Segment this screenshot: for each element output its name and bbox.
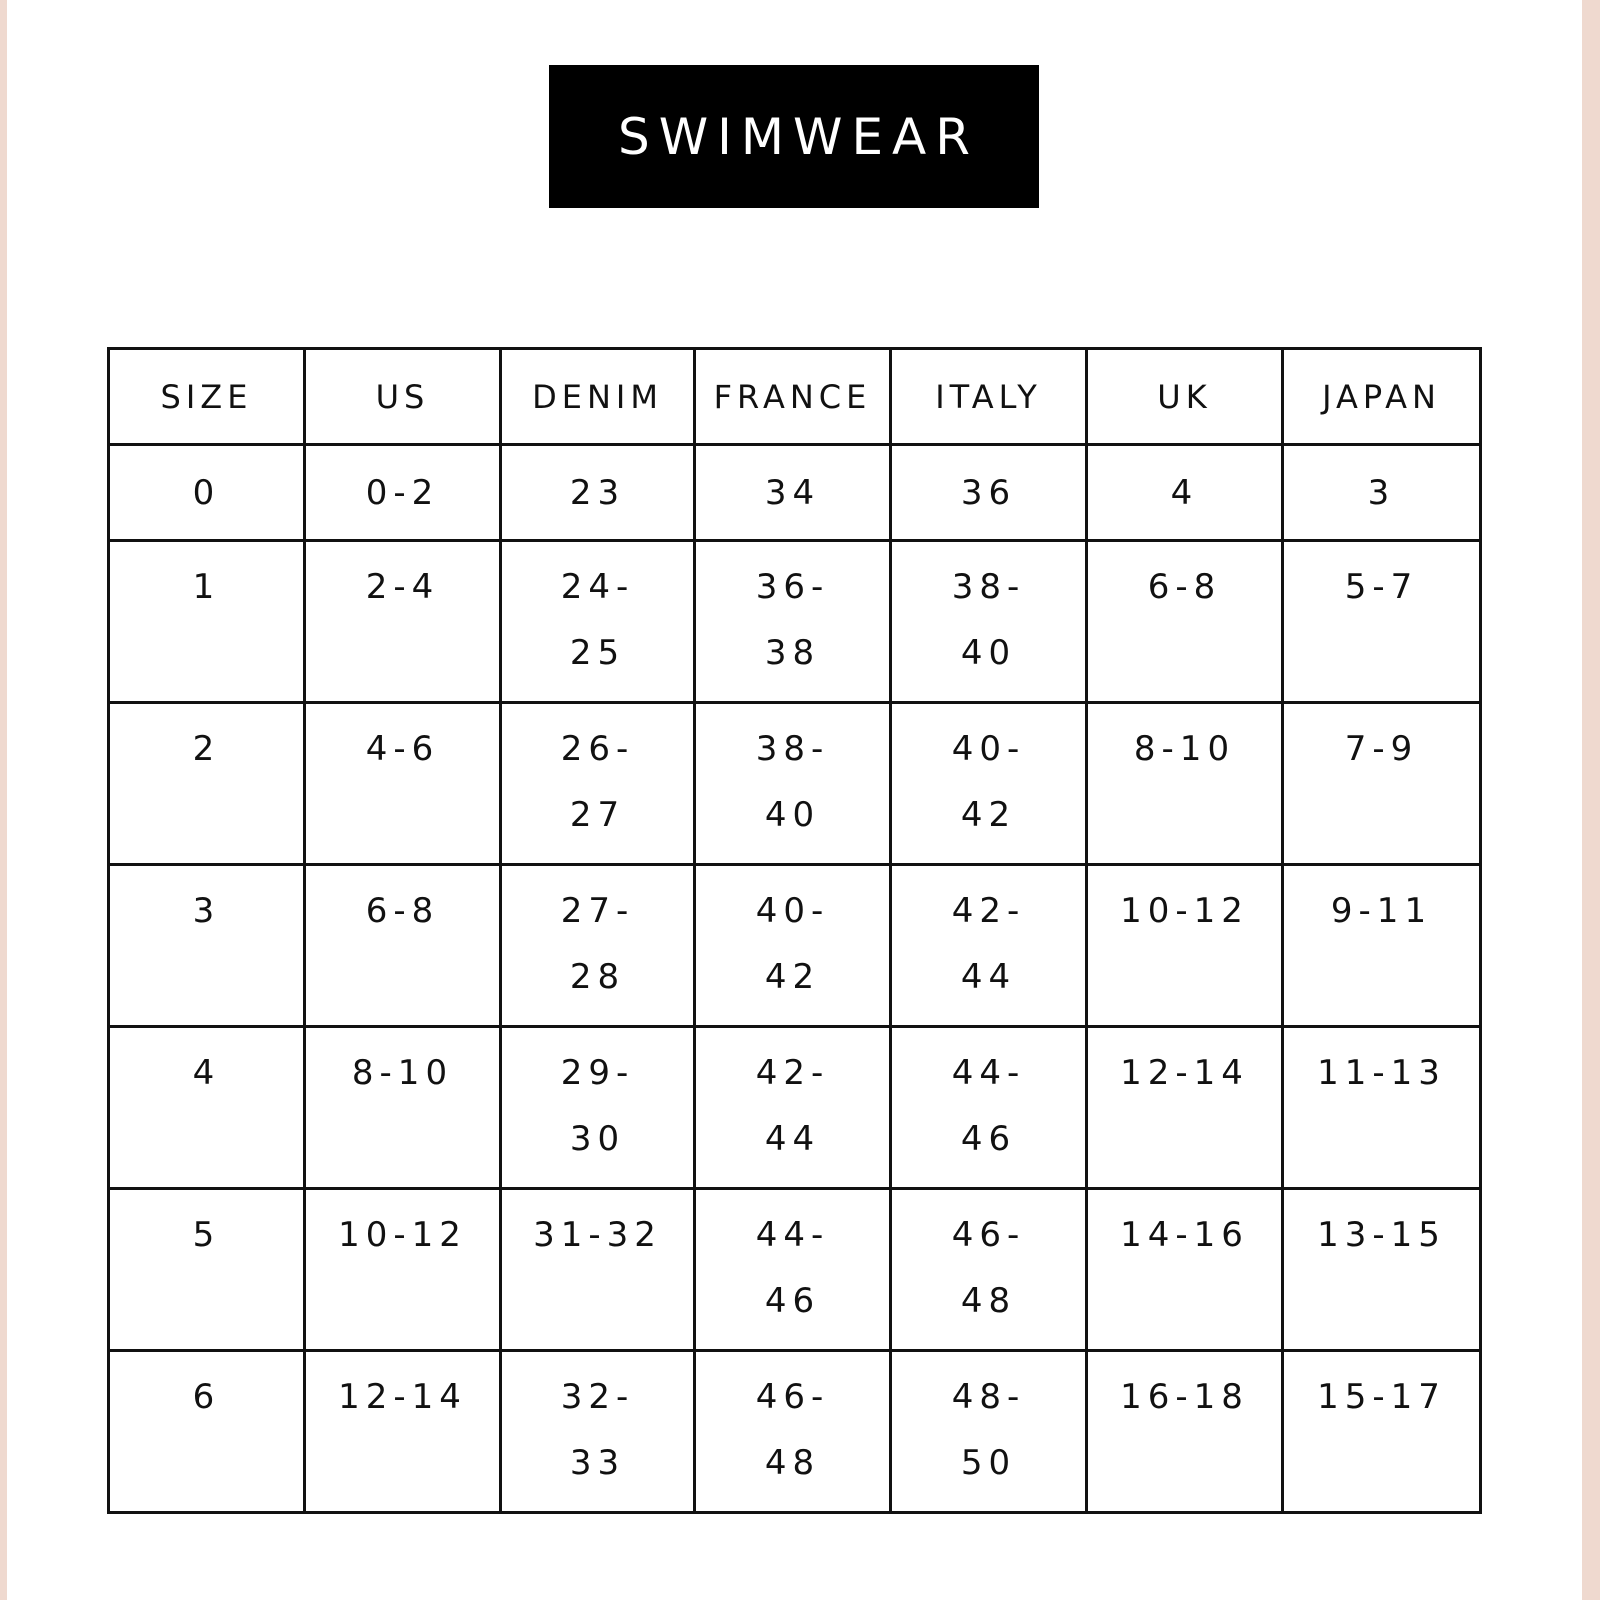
- cell-value-line: 10-12: [338, 1215, 467, 1255]
- cell-value: [306, 473, 499, 513]
- cell-value-line: 14-16: [1120, 1215, 1249, 1255]
- page-title: SWIMWEAR: [617, 107, 980, 166]
- cell-value-line: 40: [764, 795, 821, 835]
- cell-value: [696, 866, 889, 1020]
- cell-value-line: 33: [569, 1443, 626, 1483]
- column-header-us: US: [305, 349, 501, 445]
- table-cell-japan: [1283, 703, 1481, 865]
- cell-value: [1284, 866, 1479, 934]
- table-cell-japan: [1283, 445, 1481, 541]
- cell-value: [696, 542, 889, 696]
- cell-value-line: 6-8: [1147, 567, 1222, 607]
- cell-value-line: 34: [764, 472, 821, 513]
- cell-value: [1284, 1352, 1479, 1420]
- size-chart-body: [109, 445, 1481, 1513]
- cell-value-line: 13-15: [1317, 1215, 1446, 1255]
- cell-value: [1088, 1352, 1281, 1420]
- cell-value-line: 15-17: [1317, 1377, 1446, 1417]
- left-border-strip: [0, 0, 7, 1600]
- cell-value: [696, 473, 889, 513]
- table-cell-japan: [1283, 1027, 1481, 1189]
- cell-value: [306, 704, 499, 772]
- cell-value: [1088, 542, 1281, 610]
- cell-value-line: 4: [192, 1053, 221, 1093]
- cell-value-line: 46-: [951, 1215, 1026, 1255]
- cell-value-line: 8-10: [351, 1053, 454, 1093]
- cell-value-line: 7-9: [1344, 729, 1419, 769]
- cell-value-line: 25: [569, 633, 626, 673]
- cell-value-line: 44: [764, 1119, 821, 1159]
- table-cell-uk: [1087, 1351, 1283, 1513]
- table-cell-denim: [501, 1027, 695, 1189]
- cell-value-line: 38: [764, 633, 821, 673]
- cell-value: [1088, 1190, 1281, 1258]
- cell-value: [502, 542, 693, 696]
- table-cell-uk: [1087, 865, 1283, 1027]
- table-cell-france: [695, 1027, 891, 1189]
- table-row: [109, 541, 1481, 703]
- cell-value-line: 48-: [951, 1377, 1026, 1417]
- table-cell-denim: [501, 1189, 695, 1351]
- cell-value-line: 36: [960, 472, 1017, 513]
- cell-value-line: 4-6: [365, 729, 440, 769]
- table-cell-france: [695, 703, 891, 865]
- table-row: [109, 1189, 1481, 1351]
- cell-value: [1088, 1028, 1281, 1096]
- title-banner: [549, 65, 1039, 208]
- cell-value-line: 23: [569, 472, 626, 513]
- table-cell-japan: [1283, 541, 1481, 703]
- table-row: [109, 1027, 1481, 1189]
- table-cell-france: [695, 865, 891, 1027]
- table-cell-italy: [891, 1351, 1087, 1513]
- cell-value: [502, 473, 693, 513]
- cell-value: [110, 473, 303, 513]
- cell-value-line: 24-: [560, 567, 635, 607]
- cell-value: [306, 1028, 499, 1096]
- cell-value-line: 29-: [560, 1053, 635, 1093]
- cell-value-line: 2-4: [365, 567, 440, 607]
- cell-value-line: 42-: [951, 891, 1026, 931]
- column-header-france: FRANCE: [695, 349, 891, 445]
- cell-value-line: 1: [192, 567, 221, 607]
- cell-value-line: 42-: [755, 1053, 830, 1093]
- table-cell-italy: [891, 445, 1087, 541]
- cell-value-line: 44-: [755, 1215, 830, 1255]
- cell-value-line: 9-11: [1330, 891, 1433, 931]
- table-cell-italy: [891, 1027, 1087, 1189]
- cell-value: [892, 542, 1085, 696]
- cell-value: [502, 1352, 693, 1506]
- column-header-denim: DENIM: [501, 349, 695, 445]
- cell-value: [110, 704, 303, 772]
- cell-value: [110, 542, 303, 610]
- cell-value-line: 2: [192, 729, 221, 769]
- table-cell-denim: [501, 541, 695, 703]
- cell-value-line: 3: [192, 891, 221, 931]
- cell-value: [502, 1028, 693, 1182]
- cell-value-line: 6-8: [365, 891, 440, 931]
- cell-value-line: 40-: [755, 891, 830, 931]
- cell-value: [306, 1352, 499, 1420]
- cell-value-line: 40-: [951, 729, 1026, 769]
- cell-value-line: 27-: [560, 891, 635, 931]
- cell-value-line: 6: [192, 1377, 221, 1417]
- size-chart-table: [107, 347, 1482, 1514]
- table-cell-us: [305, 445, 501, 541]
- table-cell-uk: [1087, 445, 1283, 541]
- table-cell-size: [109, 703, 305, 865]
- table-cell-denim: [501, 703, 695, 865]
- table-cell-uk: [1087, 703, 1283, 865]
- table-cell-size: [109, 865, 305, 1027]
- table-cell-italy: [891, 541, 1087, 703]
- table-cell-japan: [1283, 865, 1481, 1027]
- table-cell-us: [305, 1027, 501, 1189]
- column-header-uk: UK: [1087, 349, 1283, 445]
- table-cell-denim: [501, 445, 695, 541]
- cell-value: [110, 1352, 303, 1420]
- header-row: [109, 349, 1481, 445]
- cell-value-line: 10-12: [1120, 891, 1249, 931]
- table-cell-uk: [1087, 1027, 1283, 1189]
- table-cell-italy: [891, 865, 1087, 1027]
- cell-value-line: 40: [960, 633, 1017, 673]
- table-row: [109, 445, 1481, 541]
- table-cell-size: [109, 445, 305, 541]
- cell-value-line: 5-7: [1344, 567, 1419, 607]
- cell-value-line: 38-: [951, 567, 1026, 607]
- cell-value: [1284, 542, 1479, 610]
- table-cell-uk: [1087, 541, 1283, 703]
- cell-value: [892, 1028, 1085, 1182]
- cell-value-line: 31-32: [533, 1215, 662, 1255]
- cell-value: [502, 866, 693, 1020]
- cell-value: [502, 1190, 693, 1258]
- cell-value-line: 28: [569, 957, 626, 997]
- table-cell-france: [695, 541, 891, 703]
- cell-value-line: 0: [192, 472, 221, 513]
- cell-value: [110, 866, 303, 934]
- cell-value: [1088, 704, 1281, 772]
- cell-value-line: 26-: [560, 729, 635, 769]
- cell-value-line: 11-13: [1317, 1053, 1446, 1093]
- table-cell-us: [305, 541, 501, 703]
- cell-value: [696, 704, 889, 858]
- cell-value-line: 46: [960, 1119, 1017, 1159]
- cell-value: [306, 866, 499, 934]
- table-cell-size: [109, 1351, 305, 1513]
- table-cell-us: [305, 1189, 501, 1351]
- table-cell-france: [695, 1189, 891, 1351]
- cell-value-line: 44: [960, 957, 1017, 997]
- table-cell-us: [305, 865, 501, 1027]
- table-row: [109, 1351, 1481, 1513]
- cell-value: [892, 473, 1085, 513]
- cell-value-line: 4: [1170, 472, 1199, 513]
- table-row: [109, 865, 1481, 1027]
- cell-value: [1284, 1028, 1479, 1096]
- table-cell-us: [305, 703, 501, 865]
- cell-value-line: 46-: [755, 1377, 830, 1417]
- table-cell-uk: [1087, 1189, 1283, 1351]
- cell-value: [1088, 866, 1281, 934]
- cell-value: [1284, 704, 1479, 772]
- cell-value-line: 0-2: [365, 472, 440, 513]
- cell-value-line: 12-14: [1120, 1053, 1249, 1093]
- cell-value: [696, 1190, 889, 1344]
- right-border-strip: [1582, 0, 1600, 1600]
- table-cell-japan: [1283, 1189, 1481, 1351]
- cell-value-line: 16-18: [1120, 1377, 1249, 1417]
- cell-value-line: 42: [960, 795, 1017, 835]
- cell-value: [892, 704, 1085, 858]
- cell-value-line: 5: [192, 1215, 221, 1255]
- table-cell-size: [109, 541, 305, 703]
- cell-value: [110, 1190, 303, 1258]
- cell-value: [696, 1352, 889, 1506]
- table-cell-italy: [891, 703, 1087, 865]
- table-cell-france: [695, 1351, 891, 1513]
- cell-value-line: 8-10: [1133, 729, 1236, 769]
- cell-value: [502, 704, 693, 858]
- cell-value-line: 27: [569, 795, 626, 835]
- column-header-japan: JAPAN: [1283, 349, 1481, 445]
- cell-value-line: 50: [960, 1443, 1017, 1483]
- cell-value-line: 30: [569, 1119, 626, 1159]
- table-row: [109, 703, 1481, 865]
- cell-value: [892, 1190, 1085, 1344]
- cell-value: [306, 1190, 499, 1258]
- cell-value-line: 32-: [560, 1377, 635, 1417]
- table-cell-us: [305, 1351, 501, 1513]
- cell-value: [696, 1028, 889, 1182]
- column-header-italy: ITALY: [891, 349, 1087, 445]
- cell-value: [892, 1352, 1085, 1506]
- table-cell-size: [109, 1189, 305, 1351]
- cell-value-line: 44-: [951, 1053, 1026, 1093]
- cell-value-line: 46: [764, 1281, 821, 1321]
- column-header-size: SIZE: [109, 349, 305, 445]
- table-cell-japan: [1283, 1351, 1481, 1513]
- cell-value: [1088, 473, 1281, 513]
- table-cell-italy: [891, 1189, 1087, 1351]
- cell-value-line: 38-: [755, 729, 830, 769]
- cell-value: [892, 866, 1085, 1020]
- cell-value-line: 3: [1367, 472, 1396, 513]
- table-cell-denim: [501, 1351, 695, 1513]
- cell-value-line: 12-14: [338, 1377, 467, 1417]
- table-cell-size: [109, 1027, 305, 1189]
- cell-value: [110, 1028, 303, 1096]
- cell-value-line: 48: [960, 1281, 1017, 1321]
- cell-value-line: 36-: [755, 567, 830, 607]
- table-cell-france: [695, 445, 891, 541]
- cell-value-line: 42: [764, 957, 821, 997]
- cell-value: [306, 542, 499, 610]
- cell-value-line: 48: [764, 1443, 821, 1483]
- cell-value: [1284, 1190, 1479, 1258]
- cell-value: [1284, 473, 1479, 513]
- table-cell-denim: [501, 865, 695, 1027]
